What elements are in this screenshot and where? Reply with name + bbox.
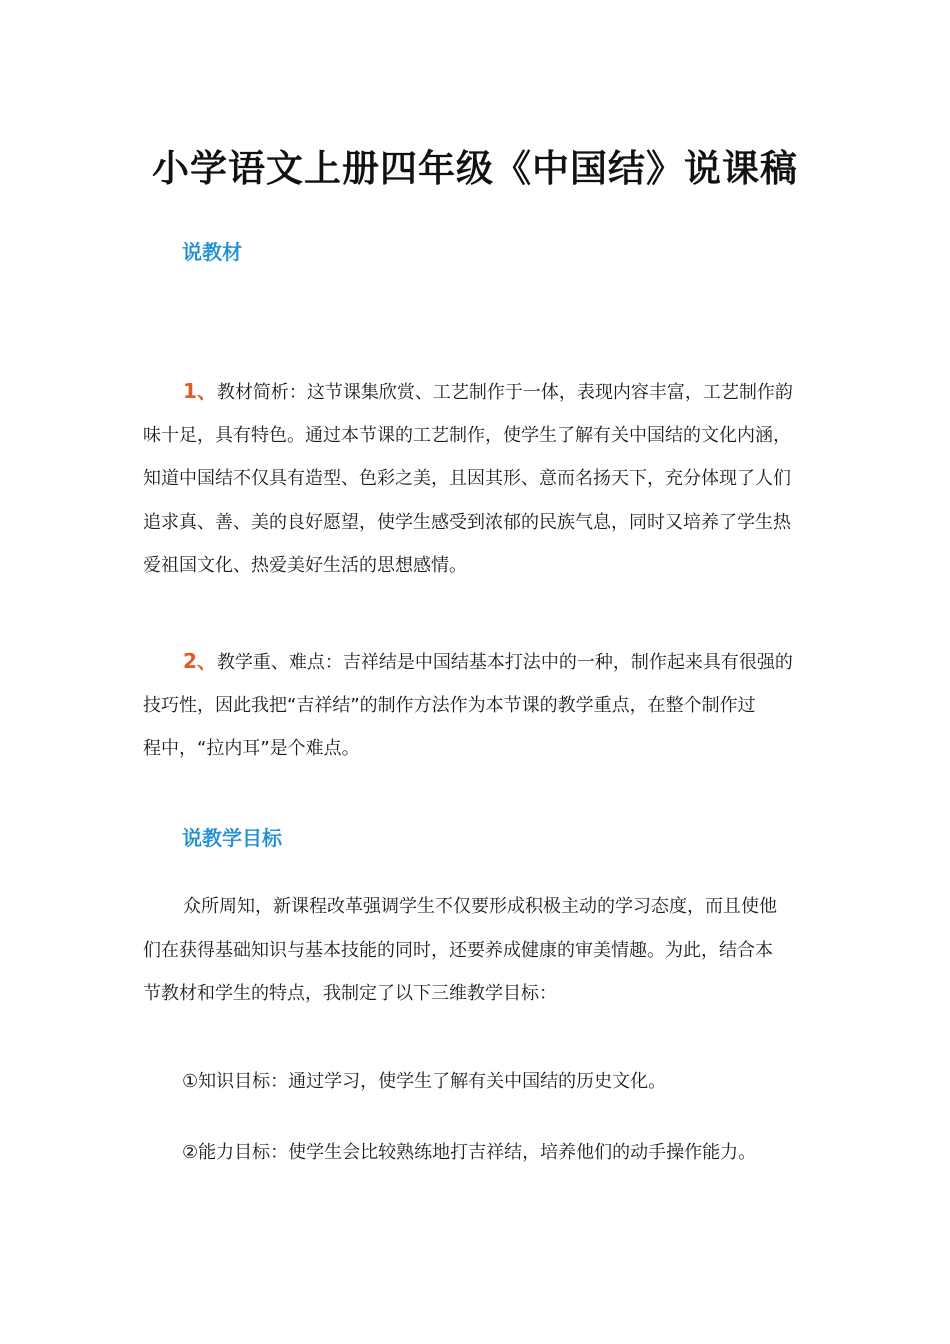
section-heading-goals: 说教学目标 <box>182 826 282 850</box>
document-title: 小学语文上册四年级《中国结》说课稿 <box>152 147 798 190</box>
paragraph-line <box>143 885 808 929</box>
paragraph-line: 知道中国结不仅具有造型、色彩之美，且因其形、意而名扬天下，充分体现了人们 <box>143 468 791 489</box>
paragraph-line <box>143 640 808 684</box>
paragraph-key-points <box>143 640 808 771</box>
paragraph-line: 味十足，具有特色。通过本节课的工艺制作，使学生了解有关中国结的文化内涵， <box>143 424 791 446</box>
paragraph-textbook-analysis <box>143 370 808 588</box>
paragraph-line: 们在获得基础知识与基本技能的同时，还要养成健康的审美情趣。为此，结合本 <box>143 939 773 961</box>
goal-knowledge: ①知识目标：通过学习，使学生了解有关中国结的历史文化。 <box>182 1071 667 1092</box>
line-text: 教学重、难点：吉祥结是中国结基本打法中的一种，制作起来具有很强的 <box>216 652 793 673</box>
paragraph-line: 爱祖国文化、热爱美好生活的思想感情。 <box>143 555 467 576</box>
item-number: 1、 <box>183 379 217 403</box>
paragraph-line: 节教材和学生的特点，我制定了以下三维教学目标： <box>143 983 557 1004</box>
paragraph-line: 程中，“拉内耳”是个难点。 <box>143 738 360 759</box>
line-text: 教材简析：这节课集欣赏、工艺制作于一体，表现内容丰富，工艺制作韵 <box>216 382 793 403</box>
goal-ability: ②能力目标：使学生会比较熟练地打吉祥结，培养他们的动手操作能力。 <box>182 1142 757 1163</box>
paragraph-goals-intro <box>143 885 808 1016</box>
paragraph-line: 追求真、善、美的良好愿望，使学生感受到浓郁的民族气息，同时又培养了学生热 <box>143 511 791 533</box>
section-heading-textbook: 说教材 <box>182 240 242 264</box>
paragraph-line <box>143 370 808 414</box>
paragraph-line: 技巧性，因此我把“吉祥结”的制作方法作为本节课的教学重点，在整个制作过 <box>143 694 756 716</box>
item-number: 2、 <box>183 649 217 673</box>
line-text: 众所周知，新课程改革强调学生不仅要形成积极主动的学习态度，而且使他 <box>183 896 777 917</box>
